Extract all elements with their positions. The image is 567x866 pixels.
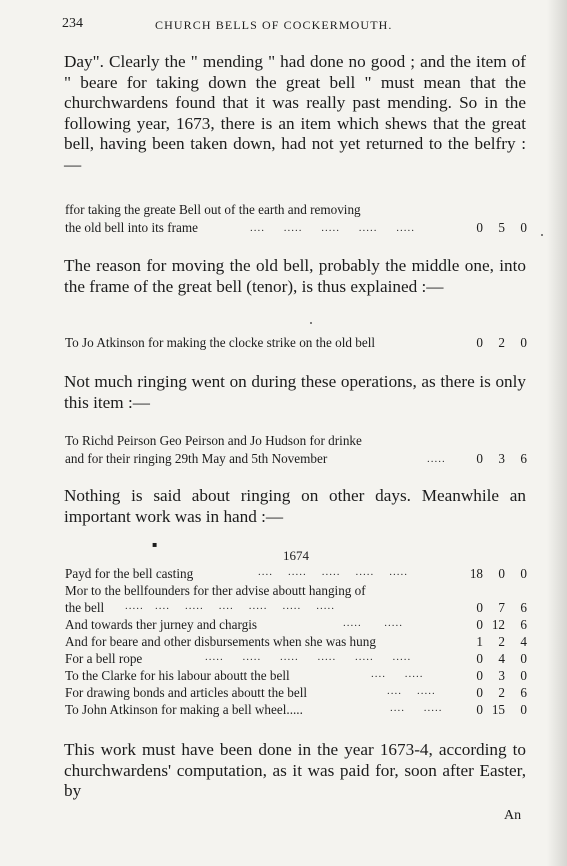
entry-line: [65, 432, 527, 450]
amount-pence: 6: [520, 451, 527, 466]
amount-pounds: 0: [476, 451, 483, 466]
account-text: Payd for the bell casting: [65, 566, 194, 581]
amount-pence: 0: [520, 651, 527, 666]
amount-pence: 6: [520, 617, 527, 632]
entry-line: [65, 201, 527, 219]
print-speck: ▪: [152, 540, 158, 549]
account-text: And for beare and other disbursements when she was hung: [65, 634, 376, 649]
account-text: Mor to the bellfounders for ther advise aboutt hanging of: [65, 583, 366, 598]
amount-pounds: 0: [476, 702, 483, 717]
amount-pence: 6: [520, 600, 527, 615]
page-header: [62, 16, 532, 38]
paragraph-5: This work must have been done in the year 1673-4, according to churchwardens' computation, as it was paid for, soon after Easter, by: [64, 740, 526, 800]
amount-pounds: 0: [476, 600, 483, 615]
entry-line: [65, 450, 527, 468]
account-text: the bell: [65, 600, 105, 615]
entry-line: [65, 219, 527, 237]
amount-pounds: 0: [476, 617, 483, 632]
account-row: [65, 702, 527, 719]
account-list: [65, 566, 527, 719]
print-speck: [541, 234, 543, 236]
leader-dots: .... .....: [390, 702, 443, 714]
leader-dots: .... ..... ..... ..... .....: [258, 566, 408, 578]
account-row: [65, 583, 527, 600]
amount-pounds: 0: [476, 668, 483, 683]
amount-shillings: 12: [491, 617, 505, 632]
paragraph-3: Not much ringing went on during these operations, as there is only this item :—: [64, 372, 526, 412]
leader-dots: .... ..... ..... ..... .....: [250, 222, 415, 234]
amount-shillings: 7: [498, 600, 505, 615]
entry-text: To Richd Peirson Geo Peirson and Jo Hudson for drinke: [65, 433, 362, 448]
paragraph-4: Nothing is said about ringing on other days. Meanwhile an important work was in hand :—: [64, 486, 526, 526]
account-text: And towards ther jurney and chargis: [65, 617, 258, 632]
amount-shillings: 5: [498, 220, 505, 235]
leader-dots: ..... .....: [343, 617, 403, 629]
amount-pence: 0: [520, 566, 527, 581]
account-year: 1674: [283, 548, 309, 563]
amount-pence: 0: [520, 702, 527, 717]
amount-pence: 4: [520, 634, 527, 649]
amount-shillings: 2: [498, 685, 505, 700]
account-row: [65, 617, 527, 634]
amount-pounds: 0: [476, 220, 483, 235]
account-text: To John Atkinson for making a bell wheel.....: [65, 702, 303, 717]
account-row: [65, 668, 527, 685]
amount-pounds: 18: [469, 566, 483, 581]
entry-text: the old bell into its frame: [65, 220, 198, 235]
amount-pounds: 1: [476, 634, 483, 649]
account-row: [65, 566, 527, 583]
print-speck: [310, 322, 312, 324]
leader-dots: ..... .... ..... .... ..... ..... .....: [125, 600, 335, 612]
account-row: [65, 685, 527, 702]
amount-shillings: 3: [498, 451, 505, 466]
amount-pounds: 0: [476, 335, 483, 350]
amount-pence: 0: [520, 335, 527, 350]
account-entry-2: [65, 334, 527, 352]
leader-dots: ..... ..... ..... ..... ..... .....: [205, 651, 412, 663]
leader-dots: .... .....: [371, 668, 424, 680]
account-row: [65, 634, 527, 651]
amount-shillings: 0: [498, 566, 505, 581]
account-entry-1: [65, 201, 527, 237]
leader-dots: .....: [427, 453, 446, 465]
account-row: [65, 600, 527, 617]
amount-pounds: 0: [476, 651, 483, 666]
entry-text: and for their ringing 29th May and 5th November: [65, 451, 328, 466]
catchword: An: [504, 808, 522, 823]
paragraph-1: Day". Clearly the " mending " had done no good ; and the item of " beare for taking down the great bell " must mean that the churchwardens found that it was really past mending. So in the following year, 1673, there is an item which shews that the great bell, having been taken down, had not yet returned to the belfry :—: [64, 52, 526, 174]
paragraph-2: The reason for moving the old bell, probably the middle one, into the frame of the great bell (tenor), is thus explained :—: [64, 256, 526, 296]
page-number: 234: [62, 16, 83, 31]
running-title: CHURCH BELLS OF COCKERMOUTH.: [155, 18, 393, 32]
account-entry-3: [65, 432, 527, 468]
amount-shillings: 2: [498, 634, 505, 649]
entry-text: To Jo Atkinson for making the clocke strike on the old bell: [65, 335, 376, 350]
account-text: For drawing bonds and articles aboutt the bell: [65, 685, 308, 700]
amount-pence: 0: [520, 220, 527, 235]
page-edge-shadow: [547, 0, 567, 866]
amount-shillings: 4: [498, 651, 505, 666]
entry-line: [65, 334, 527, 352]
entry-text: ffor taking the greate Bell out of the earth and removing: [65, 202, 361, 217]
amount-shillings: 15: [491, 702, 505, 717]
amount-shillings: 2: [498, 335, 505, 350]
account-text: To the Clarke for his labour aboutt the bell: [65, 668, 290, 683]
amount-pence: 0: [520, 668, 527, 683]
amount-pounds: 0: [476, 685, 483, 700]
account-text: For a bell rope: [65, 651, 143, 666]
amount-shillings: 3: [498, 668, 505, 683]
amount-pence: 6: [520, 685, 527, 700]
leader-dots: .... .....: [387, 685, 436, 697]
account-row: [65, 651, 527, 668]
